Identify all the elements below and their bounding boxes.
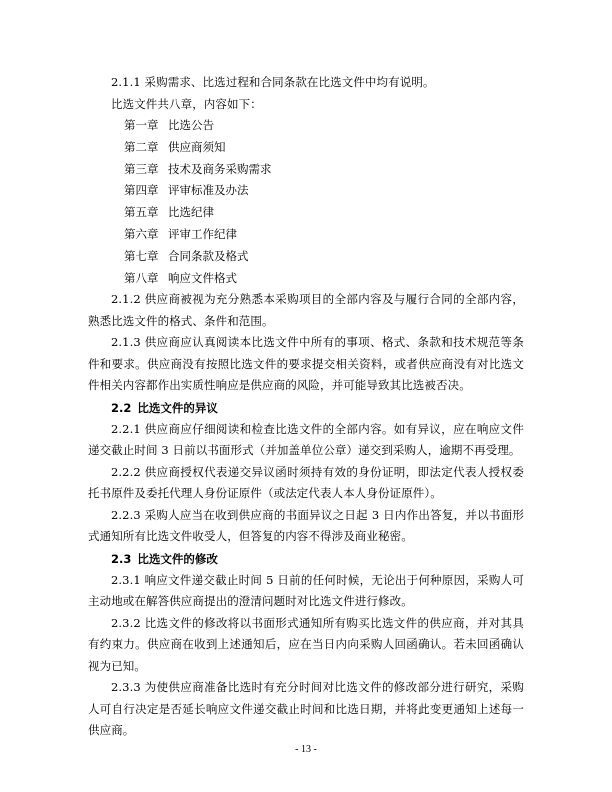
- chapter-item: [88, 268, 524, 290]
- chapter-item: [88, 246, 524, 268]
- chapter-number: 第三章: [124, 161, 159, 176]
- chapter-title: 评审标准及办法: [168, 183, 249, 198]
- paragraph-2-1-3: 2.1.3 供应商应认真阅读本比选文件中所有的事项、格式、条款和技术规范等条件和要求。供应商没有按照比选文件的要求提交相关资料，或者供应商没有对比选文件相关内容都作出实质性响应是供应商的风险，并可能导致其比选被否决。: [88, 335, 524, 393]
- chapter-number: 第五章: [124, 205, 159, 220]
- chapter-number: 第一章: [124, 118, 159, 132]
- section-heading-2-2: [88, 397, 524, 419]
- toc-intro: 比选文件共八章，内容如下：: [111, 96, 262, 111]
- chapter-number: 第八章: [124, 270, 159, 285]
- paragraph-2-3-1: 2.3.1 响应文件递交截止时间 5 日前的任何时候，无论出于何种原因，采购人可主动地或在解答供应商提出的澄清问题时对比选文件进行修改。: [88, 572, 524, 609]
- chapter-item: [88, 115, 524, 137]
- paragraph-2-3-3: 2.3.3 为使供应商准备比选时有充分时间对比选文件的修改部分进行研究，采购人可自行决定是否延长响应文件递交截止时间和比选日期，并将此变更通知上述每一供应商。: [88, 680, 524, 738]
- heading-number: 2.3: [111, 551, 132, 566]
- chapter-item: [88, 224, 524, 246]
- chapter-title: 供应商须知: [168, 139, 226, 154]
- chapter-item: [88, 180, 524, 202]
- chapter-number: 第六章: [124, 226, 159, 241]
- chapter-list: [88, 115, 524, 289]
- heading-title: 比选文件的修改: [137, 551, 218, 566]
- chapter-title: 技术及商务采购需求: [168, 161, 272, 176]
- chapter-title: 响应文件格式: [168, 270, 237, 285]
- section-heading-2-3: [88, 548, 524, 570]
- page-number: - 13 -: [295, 744, 317, 755]
- chapter-number: 第二章: [124, 139, 159, 154]
- chapter-title: 比选纪律: [168, 205, 214, 220]
- chapter-title: 评审工作纪律: [168, 226, 237, 241]
- chapter-number: 第四章: [124, 183, 159, 198]
- paragraph-2-1-2: 2.1.2 供应商被视为充分熟悉本采购项目的全部内容及与履行合同的全部内容，熟悉比选文件的格式、条件和范围。: [88, 292, 524, 328]
- paragraph-2-1-1: 2.1.1 采购需求、比选过程和合同条款在比选文件中均有说明。: [111, 75, 435, 89]
- paragraph-2-2-3: 2.2.3 采购人应当在收到供应商的书面异议之日起 3 日内作出答复，并以书面形式通知所有比选文件收受人，但答复的内容不得涉及商业秘密。: [88, 507, 524, 544]
- chapter-item: [88, 159, 524, 181]
- chapter-title: 合同条款及格式: [168, 248, 249, 263]
- paragraph-2-3-2: 2.3.2 比选文件的修改将以书面形式通知所有购买比选文件的供应商，并对其具有约束力。供应商在收到上述通知后，应在当日内向采购人回函确认。若未回函确认视为已知。: [88, 615, 524, 673]
- chapter-item: [88, 202, 524, 224]
- chapter-title: 比选公告: [168, 118, 214, 132]
- page-body: [88, 72, 524, 742]
- paragraph-2-2-1: 2.2.1 供应商应仔细阅读和检查比选文件的全部内容。如有异议，应在响应文件递交截止时间 3 日前以书面形式（并加盖单位公章）递交到采购人，逾期不再受理。: [88, 421, 524, 458]
- chapter-number: 第七章: [124, 248, 159, 263]
- chapter-item: [88, 137, 524, 159]
- paragraph-2-2-2: 2.2.2 供应商授权代表递交异议函时须持有效的身份证明，即法定代表人授权委托书原件及委托代理人身份证原件（或法定代表人本人身份证原件）。: [88, 464, 524, 501]
- heading-title: 比选文件的异议: [137, 400, 218, 415]
- heading-number: 2.2: [111, 400, 132, 415]
